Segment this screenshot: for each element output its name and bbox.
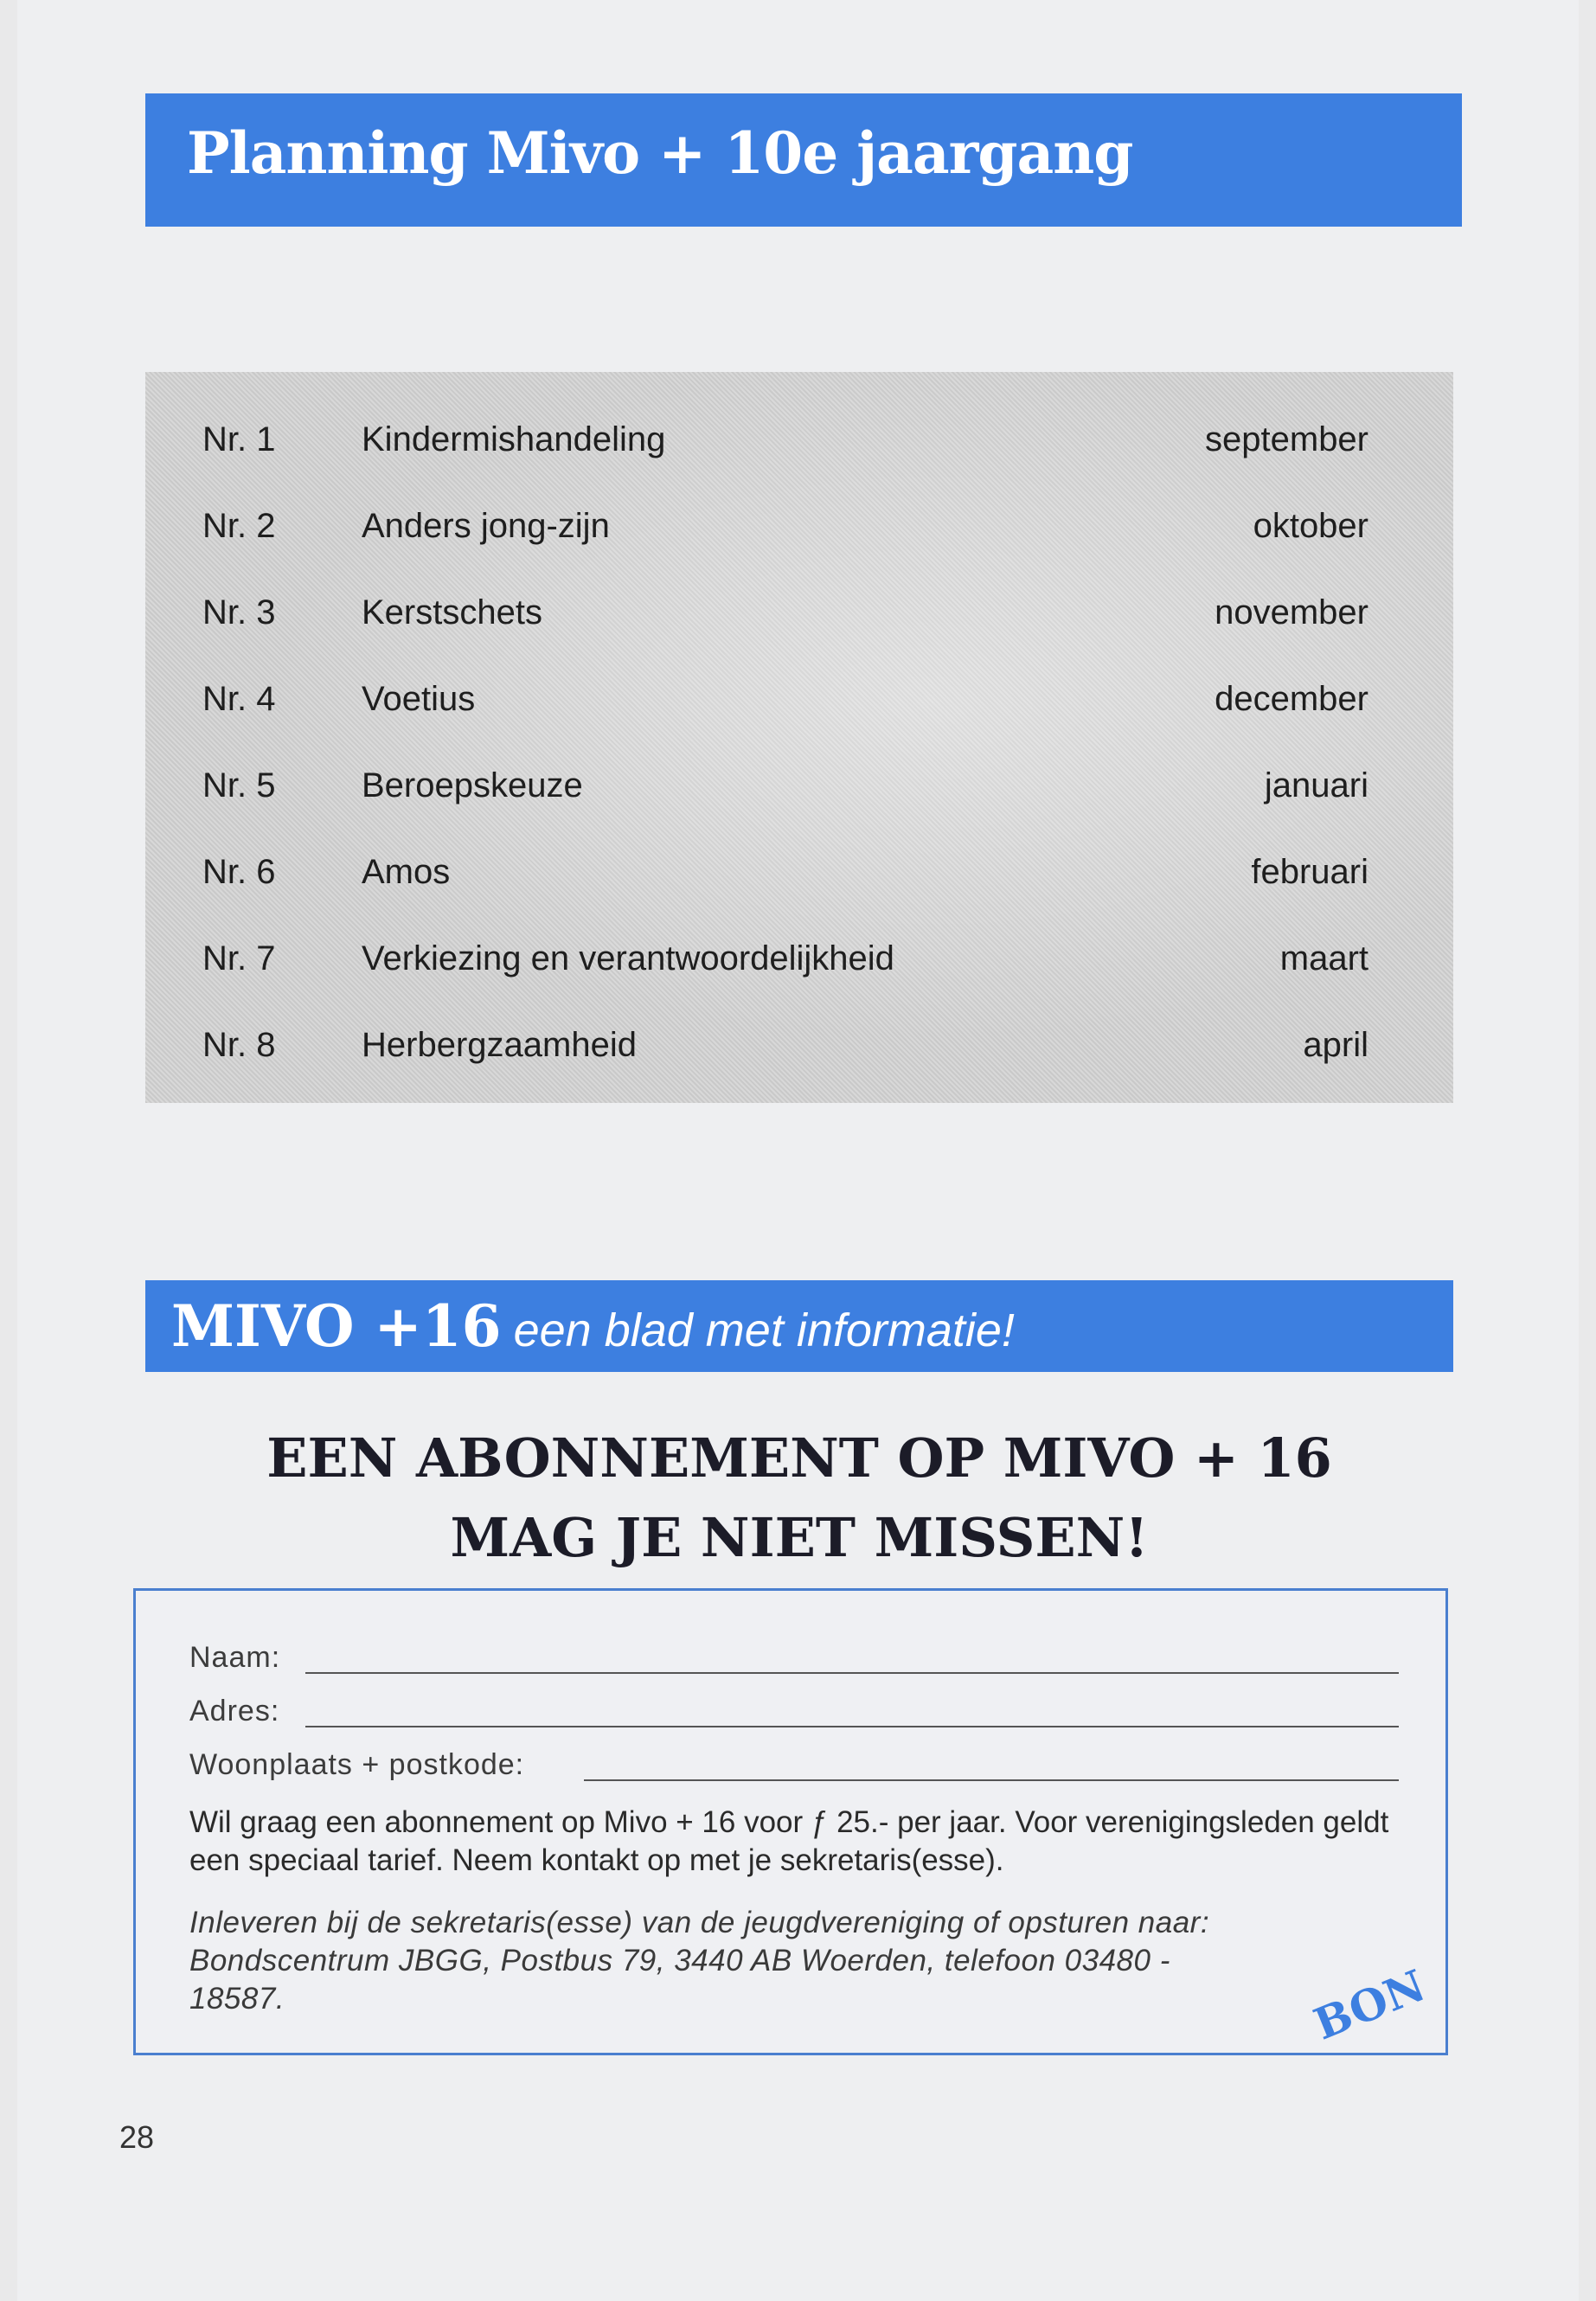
promo-banner-text [171, 1292, 1015, 1360]
city-postcode-label: Woonplaats + postkode: [189, 1748, 525, 1781]
issue-month: november [1215, 593, 1368, 631]
issue-topic: Amos [362, 853, 451, 891]
issue-month: januari [1264, 766, 1368, 804]
promo-brand: MIVO +16 [171, 1292, 502, 1360]
issue-month: oktober [1253, 507, 1368, 545]
issue-month: maart [1279, 939, 1368, 977]
issue-number: Nr. 5 [202, 766, 276, 804]
issue-month: december [1215, 680, 1368, 718]
promo-banner [145, 1280, 1453, 1372]
header-banner [145, 93, 1462, 227]
instructions-text: Inleveren bij de sekretaris(esse) van de jeugdvereniging of opsturen naar: Bondscentrum JBGG, Postbus 79, 3440 AB Woerden, telefoon 03480 - 18587. [189, 1906, 1210, 2016]
issue-number: Nr. 2 [202, 507, 276, 545]
offer-text: Wil graag een abonnement op Mivo + 16 voor ƒ 25.- per jaar. Voor verenigingsleden geldt een speciaal tarief. Neem kontakt op met je sekretaris(esse). [189, 1805, 1389, 1877]
schedule-row [145, 933, 1453, 984]
issue-number: Nr. 3 [202, 593, 276, 631]
schedule-row [145, 500, 1453, 552]
bon-stamp: BON [1306, 1959, 1433, 2050]
issue-month: april [1303, 1026, 1368, 1064]
headline-line-1: EEN ABONNEMENT OP MIVO + 16 [266, 1426, 1332, 1490]
schedule-panel [145, 372, 1453, 1103]
schedule-row [145, 760, 1453, 811]
page-number: 28 [119, 2119, 155, 2155]
issue-topic: Kerstschets [362, 593, 542, 631]
subscription-coupon [133, 1588, 1448, 2055]
issue-number: Nr. 6 [202, 853, 276, 891]
headline-line-2: MAG JE NIET MISSEN! [450, 1506, 1149, 1569]
schedule-row [145, 1019, 1453, 1071]
issue-number: Nr. 4 [202, 680, 276, 718]
issue-topic: Beroepskeuze [362, 766, 583, 804]
page-title: Planning Mivo + 10e jaargang [187, 119, 1133, 187]
name-field[interactable] [305, 1672, 1399, 1674]
issue-topic: Kindermishandeling [362, 420, 666, 458]
page [17, 0, 1579, 2301]
issue-topic: Herbergzaamheid [362, 1026, 637, 1064]
issue-topic: Verkiezing en verantwoordelijkheid [362, 939, 894, 977]
issue-number: Nr. 1 [202, 420, 276, 458]
address-label: Adres: [189, 1695, 280, 1727]
schedule-row [145, 673, 1453, 725]
issue-topic: Anders jong-zijn [362, 507, 610, 545]
schedule-row [145, 586, 1453, 638]
promo-tagline: een blad met informatie! [513, 1304, 1015, 1356]
name-label: Naam: [189, 1641, 281, 1674]
issue-topic: Voetius [362, 680, 476, 718]
schedule-row [145, 846, 1453, 898]
issue-number: Nr. 8 [202, 1026, 276, 1064]
subscription-headline [145, 1419, 1453, 1578]
address-field[interactable] [305, 1726, 1399, 1727]
city-postcode-field[interactable] [584, 1779, 1399, 1781]
issue-month: februari [1251, 853, 1368, 891]
issue-month: september [1205, 420, 1368, 458]
issue-number: Nr. 7 [202, 939, 276, 977]
schedule-row [145, 413, 1453, 465]
